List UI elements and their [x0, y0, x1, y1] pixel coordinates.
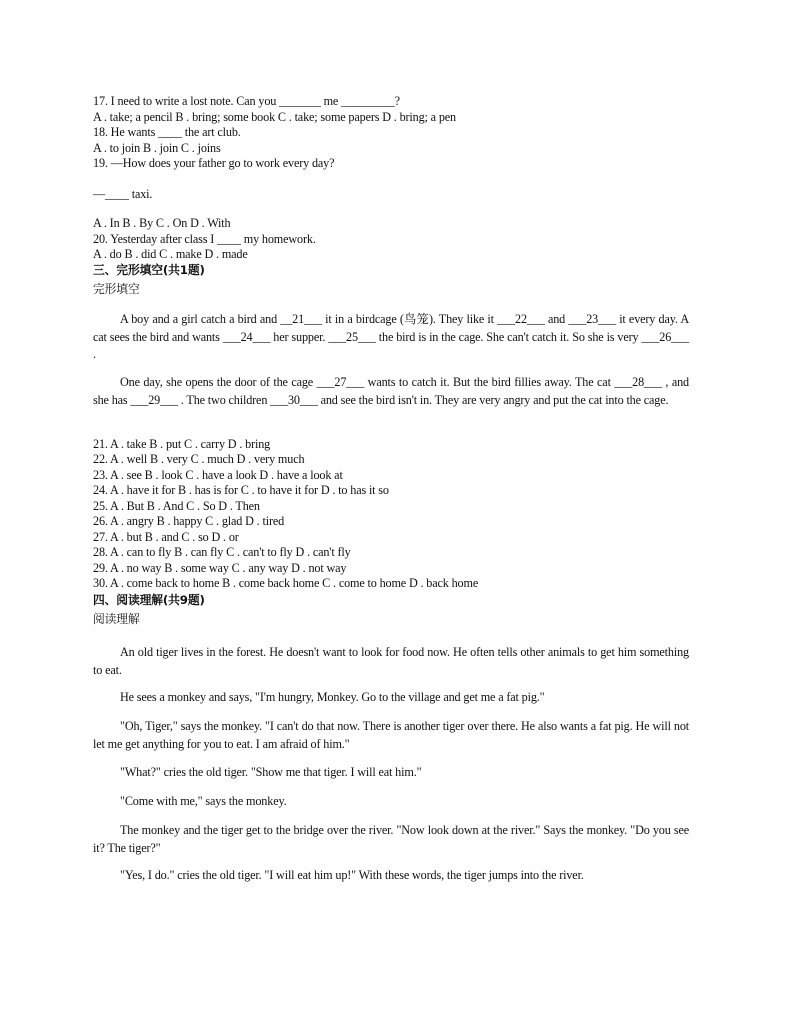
q19-options: A . In B . By C . On D . With — [93, 216, 231, 230]
q17-question: 17. I need to write a lost note. Can you _______ me _________? — [93, 94, 400, 108]
section4-title: 四、阅读理解(共9题) — [93, 593, 205, 607]
section4-subtitle: 阅读理解 — [93, 612, 140, 626]
q18-options: A . to join B . join C . joins — [93, 141, 221, 155]
cloze-option-24: 24. A . have it for B . has is for C . to have it for D . to has it so — [93, 483, 389, 497]
cloze-paragraph-1: A boy and a girl catch a bird and __21___ it in a birdcage (鸟笼). They like it ___22___ and ___23___ it every day. A cat sees the bird and wants ___24___ her supper. ___25___ the bird is in the cage. She can't catch it. So she is very ___26___ . — [93, 312, 689, 361]
cloze-option-22: 22. A . well B . very C . much D . very much — [93, 452, 305, 466]
cloze-option-25: 25. A . But B . And C . So D . Then — [93, 499, 260, 513]
q20-question: 20. Yesterday after class I ____ my homework. — [93, 232, 316, 246]
q19-answer: —____ taxi. — [93, 187, 153, 201]
section3-subtitle: 完形填空 — [93, 282, 140, 296]
q19-question: 19. —How does your father go to work every day? — [93, 156, 335, 170]
q20-options: A . do B . did C . make D . made — [93, 247, 248, 261]
reading-paragraph-1: An old tiger lives in the forest. He doesn't want to look for food now. He often tells other animals to get him something to eat. — [93, 645, 689, 677]
reading-paragraph-2: He sees a monkey and says, "I'm hungry, Monkey. Go to the village and get me a fat pig." — [120, 690, 545, 704]
cloze-paragraph-2: One day, she opens the door of the cage ___27___ wants to catch it. But the bird fillies away. The cat ___28___ , and she has ___29___ . The two children ___30___ and see the bird isn't in. They are very angry and put the cat into the cage. — [93, 375, 689, 407]
cloze-option-23: 23. A . see B . look C . have a look D . have a look at — [93, 468, 343, 482]
q17-options: A . take; a pencil B . bring; some book C . take; some papers D . bring; a pen — [93, 110, 456, 124]
reading-paragraph-6: The monkey and the tiger get to the bridge over the river. "Now look down at the river." Says the monkey. "Do you see it? The tiger?" — [93, 823, 689, 855]
reading-paragraph-7: "Yes, I do." cries the old tiger. "I will eat him up!" With these words, the tiger jumps into the river. — [120, 868, 584, 882]
reading-paragraph-5: "Come with me," says the monkey. — [120, 794, 287, 808]
cloze-option-28: 28. A . can to fly B . can fly C . can't to fly D . can't fly — [93, 545, 351, 559]
reading-paragraph-4: "What?" cries the old tiger. "Show me that tiger. I will eat him." — [120, 765, 422, 779]
cloze-option-30: 30. A . come back to home B . come back home C . come to home D . back home — [93, 576, 479, 590]
cloze-option-29: 29. A . no way B . some way C . any way D . not way — [93, 561, 347, 575]
cloze-option-26: 26. A . angry B . happy C . glad D . tired — [93, 514, 285, 528]
reading-paragraph-3: "Oh, Tiger," says the monkey. "I can't do that now. There is another tiger over there. He also wants a fat pig. He will not let me get anything for you to eat. I am afraid of him." — [93, 719, 689, 751]
section3-title: 三、完形填空(共1题) — [93, 263, 205, 277]
q18-question: 18. He wants ____ the art club. — [93, 125, 241, 139]
cloze-option-21: 21. A . take B . put C . carry D . bring — [93, 437, 271, 451]
cloze-option-27: 27. A . but B . and C . so D . or — [93, 530, 239, 544]
